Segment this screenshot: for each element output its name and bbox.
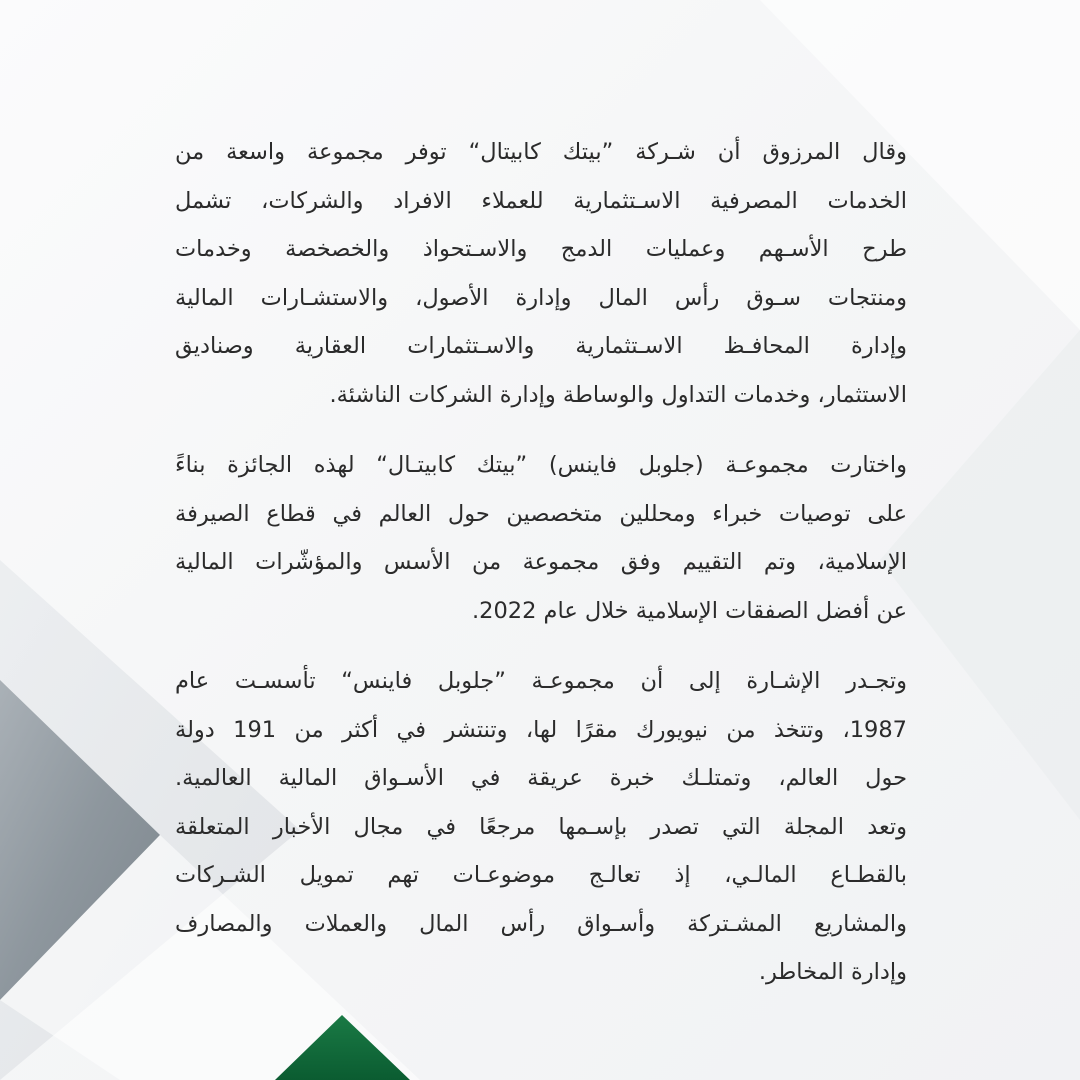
light-wedge-right bbox=[880, 330, 1080, 820]
paragraph-2 bbox=[175, 441, 907, 635]
paragraph-3-line-4: وتعد المجلة التي تصدر بإسـمها مرجعًا في مجال الأخبار المتعلقة bbox=[175, 813, 907, 840]
paragraph-3-line-2: 1987، وتتخذ من نيويورك مقرًا لها، وتنتشر في أكثر من 191 دولة bbox=[175, 716, 907, 743]
article-body bbox=[175, 128, 907, 1019]
paragraph-1-line-5: وإدارة المحافـظ الاسـتثمارية والاسـتثمارات العقارية وصناديق bbox=[175, 333, 907, 359]
paragraph-2-line-3: الإسلامية، وتم التقييم وفق مجموعة من الأسس والمؤشّرات المالية bbox=[175, 549, 907, 575]
paragraph-1-line-4: ومنتجات سـوق رأس المال وإدارة الأصول، والاستشـارات المالية bbox=[175, 284, 907, 311]
paragraph-3 bbox=[175, 657, 907, 997]
paragraph-3-line-6: والمشاريع المشـتركة وأسـواق رأس المال والعملات والمصارف bbox=[175, 910, 907, 937]
paragraph-1-line-3: طرح الأسـهم وعمليات الدمج والاسـتحواذ والخصخصة وخدمات bbox=[175, 236, 907, 262]
paragraph-3-line-3: حول العالم، وتمتلـك خبرة عريقة في الأسـواق المالية العالمية. bbox=[175, 765, 907, 791]
paragraph-3-line-1: وتجـدر الإشـارة إلى أن مجموعـة ”جلوبل فاينس“ تأسسـت عام bbox=[175, 668, 907, 694]
paragraph-1-line-6: الاستثمار، وخدمات التداول والوساطة وإدارة الشركات الناشئة. bbox=[329, 381, 907, 408]
paragraph-3-line-5: بالقطـاع المالـي، إذ تعالـج موضوعـات تهم تمويل الشـركات bbox=[175, 862, 907, 888]
paragraph-1-line-1: وقال المرزوق أن شـركة ”بيتك كابيتال“ توفر مجموعة واسعة من bbox=[175, 139, 907, 165]
paragraph-2-line-2: على توصيات خبراء ومحللين متخصصين حول العالم في قطاع الصيرفة bbox=[175, 500, 907, 527]
paragraph-3-line-7: وإدارة المخاطر. bbox=[758, 959, 907, 985]
paragraph-2-line-4: عن أفضل الصفقات الإسلامية خلال عام 2022. bbox=[471, 597, 907, 624]
paragraph-2-line-1: واختارت مجموعـة (جلوبل فاينس) ”بيتك كابيتـال“ لهذه الجائزة بناءً bbox=[175, 452, 907, 478]
paragraph-1 bbox=[175, 128, 907, 419]
paragraph-1-line-2: الخدمات المصرفية الاسـتثمارية للعملاء الافراد والشركات، تشمل bbox=[175, 187, 907, 214]
